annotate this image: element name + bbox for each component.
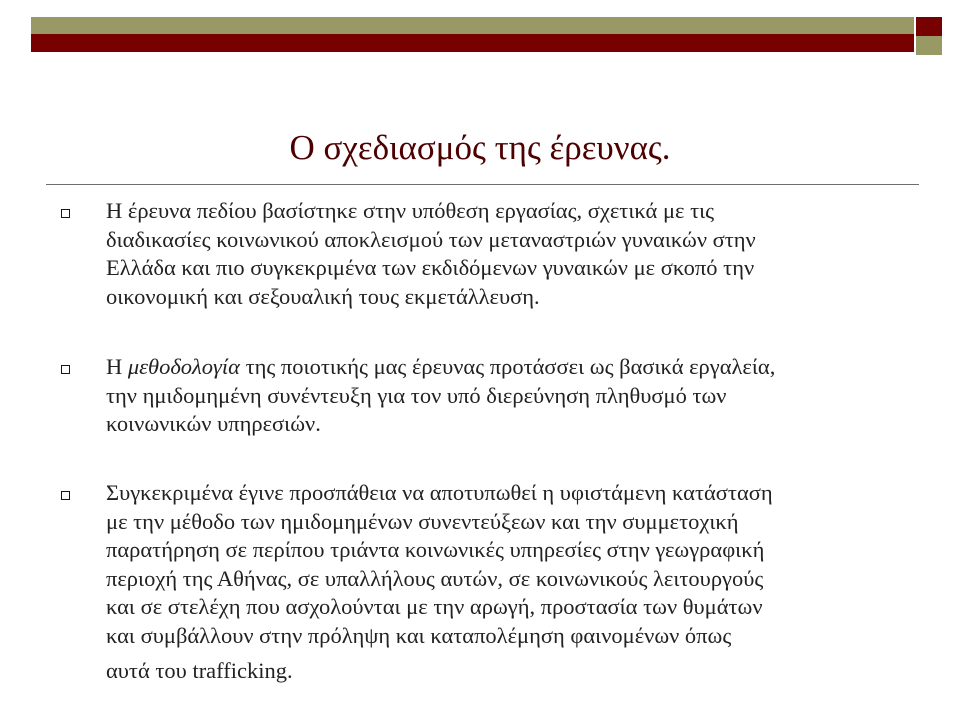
bullet-1-line-1: Η έρευνα πεδίου βασίστηκε στην υπόθεση εργασίας, σχετικά με τις [106, 198, 715, 223]
bullet-3-line-5: και σε στελέχη που ασχολούνται με την αρωγή, προστασία των θυμάτων [106, 594, 763, 619]
square-bullet-icon [61, 365, 70, 374]
bullet-3-line-4: περιοχή της Αθήνας, σε υπαλλήλους αυτών, σε κοινωνικούς λειτουργούς [106, 565, 764, 591]
bullet-3-line-1: Συγκεκριμένα έγινε προσπάθεια να αποτυπωθεί η υφιστάμενη κατάσταση [106, 480, 773, 505]
bullet-3-line-2: με την μέθοδο των ημιδομημένων συνεντεύξεων και την συμμετοχική [106, 508, 739, 534]
bullet-text-1 [106, 197, 916, 311]
bullet-1-line-4: οικονομική και σεξουαλική τους εκμετάλλευση. [106, 283, 540, 309]
bullet-2-line-1-start: Η [106, 354, 128, 379]
bullet-text-2 [106, 353, 916, 439]
bullet-1-line-2: διαδικασίες κοινωνικού αποκλεισμού των μεταναστριών γυναικών στην [106, 226, 756, 252]
bullet-1-line-3: Ελλάδα και πιο συγκεκριμένα των εκδιδόμενων γυναικών με σκοπό την [106, 255, 755, 280]
square-bullet-icon [61, 491, 70, 500]
bullet-text-3 [106, 479, 916, 684]
bullet-2-line-3: κοινωνικών υπηρεσιών. [106, 411, 321, 436]
square-bullet-icon [61, 209, 70, 218]
bullet-2-line-1 [106, 353, 916, 382]
slide-title: Ο σχεδιασμός της έρευνας. [289, 128, 671, 167]
bullet-2-line-1-end: της ποιοτικής μας έρευνας προτάσσει ως βασικά εργαλεία, [239, 354, 776, 379]
bullet-3-line-7: αυτά του trafficking. [106, 658, 293, 683]
bullet-2-line-2: την ημιδομημένη συνέντευξη για τον υπό διερεύνηση πληθυσμό των [106, 382, 727, 408]
bullet-3-line-6: και συμβάλλουν στην πρόληψη και καταπολέμηση φαινομένων όπως [106, 622, 732, 648]
bullet-3-line-3: παρατήρηση σε περίπου τριάντα κοινωνικές υπηρεσίες στην γεωγραφική [106, 537, 765, 562]
bullet-2-italic-term: μεθοδολογία [127, 354, 240, 379]
